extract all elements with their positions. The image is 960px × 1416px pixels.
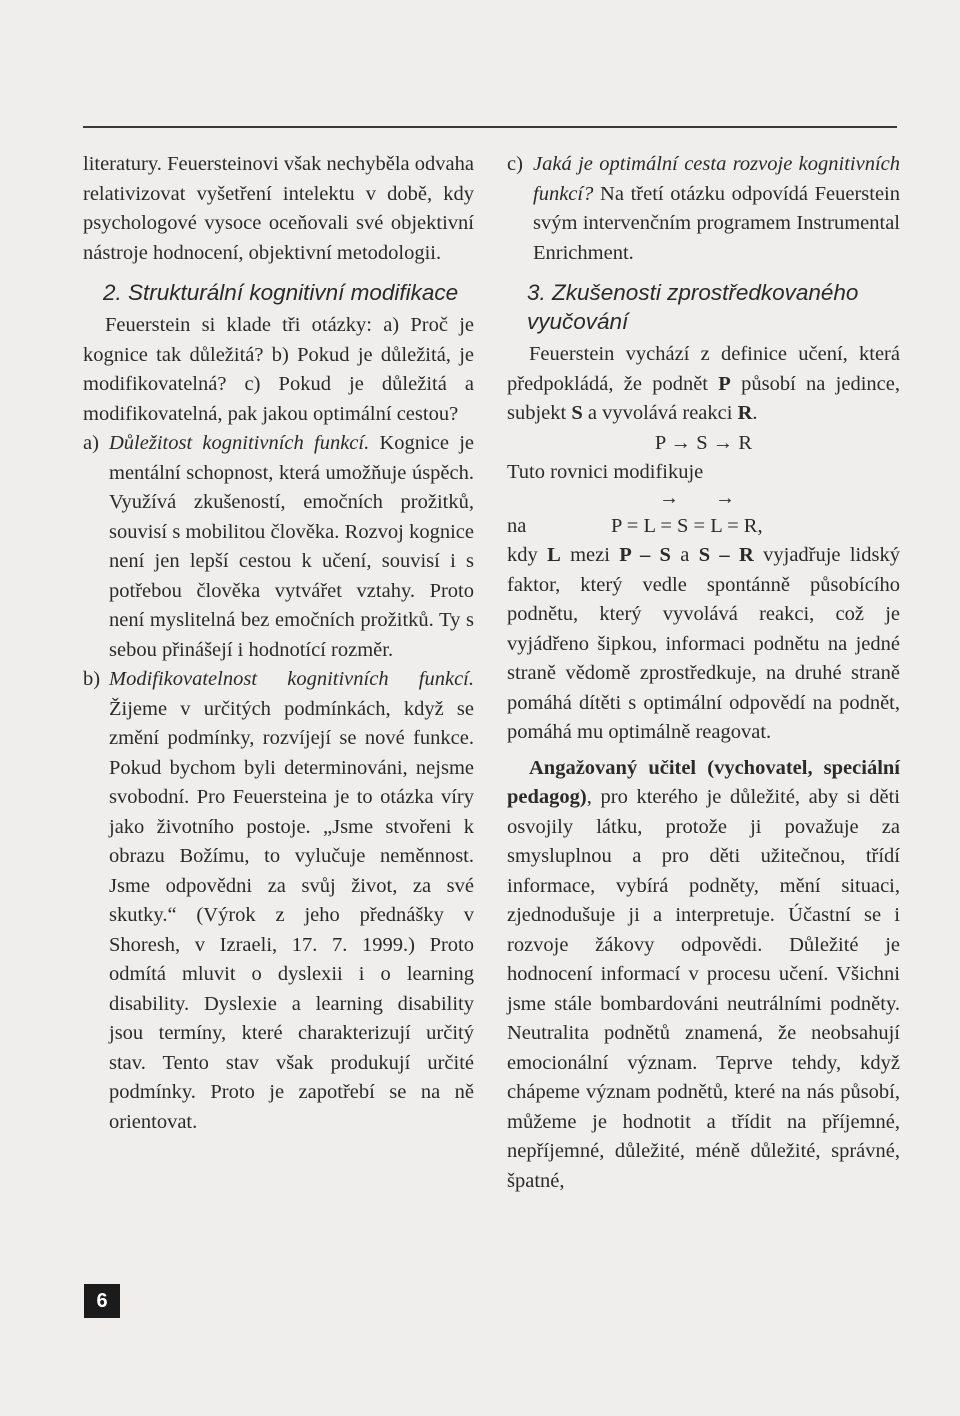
item-a-text: Kognice je mentální schopnost, která umožňuje úspěch. Využívá zkušeností, emočních prožitků, souvisí s mobilitou člověka. Rozvoj kognice není jen lepší cestou k učení, souvisí i s potřebou člověka vytvářet vztahy. Proto není myslitelná bez emočních prožitků. Ty s sebou přinášejí i hodnotící rozměr.: [109, 432, 474, 661]
section-heading-3: 3. Zkušenosti zprostředkovaného vyučování: [527, 280, 859, 334]
formula-plslr: P = L = S = L = R,: [611, 514, 763, 537]
formula-arrows: [507, 488, 900, 512]
exp-ps: P – S: [619, 544, 671, 566]
def-r: R: [737, 402, 753, 424]
exp-text-3: a: [670, 544, 699, 566]
page-number: 6: [84, 1284, 120, 1318]
header-rule: [83, 126, 897, 128]
def-s: S: [571, 402, 583, 424]
item-a-label: a): [83, 432, 99, 454]
def-p: P: [718, 372, 731, 395]
item-b: [83, 665, 474, 1137]
item-c: [507, 150, 900, 268]
section-heading-2: 2. Strukturální kognitivní modifikace: [103, 280, 459, 305]
exp-l: L: [547, 544, 561, 566]
exp-text-4: vyjadřuje lidský faktor, který vedle spontánně působícího podnětu, který vyvolává reakci, což je vyjádřeno šipkou, informaci podnětu na jedné straně vědomě zprostředkuje, na druhé straně pomáhá dítěti s optimální odpovědí na podnět, pomáhá mu optimálně reagovat.: [507, 544, 900, 743]
na-label: na: [507, 514, 527, 537]
intro-paragraph: literatury. Feuersteinovi však nechyběla odvaha relativizovat vyšetření intelektu v době, kdy psychologové vysoce oceňovali své objektivní nástroje hodnocení, objektivní metodologii.: [83, 153, 474, 264]
right-column: [507, 150, 900, 1196]
item-c-text: Na třetí otázku odpovídá Feuerstein svým intervenčním programem Instrumental Enrichment.: [533, 182, 900, 264]
arrow-over-l2: →: [715, 486, 735, 509]
left-column: [83, 150, 474, 1137]
exp-text-2: mezi: [560, 544, 620, 566]
formula-psr: P → S → R: [654, 431, 753, 454]
def-text-3: a vyvolává reakci: [582, 402, 738, 424]
formula-row: [507, 512, 900, 542]
item-c-label: c): [507, 153, 523, 175]
teacher-bold: Angažovaný učitel (vychovatel, speciální pedagog): [507, 756, 900, 808]
item-b-text: Žijeme v určitých podmínkách, když se změní podmínky, rozvíjejí se nové funkce. Pokud bychom byli determinováni, nejsme svobodní. Pro Feuersteina je to otázka víry jako životního postoje. „Jsme stvořeni k obrazu Božímu, to vylučuje neměnnost. Jsme odpovědni za svůj život, za své skutky.“ (Výrok z jeho přednášky v Shoresh, v Izraeli, 17. 7. 1999.) Proto odmítá mluvit o dyslexii i o learning disability. Dyslexie a learning disability jsou termíny, které charakterizují určitý stav. Tento stav však produkují určité podmínky. Proto je zapotřebí se na ně orientovat.: [109, 697, 474, 1133]
def-text-4: .: [752, 402, 758, 424]
item-b-label: b): [83, 668, 101, 690]
questions-paragraph: Feuerstein si klade tři otázky: a) Proč je kognice tak důležitá? b) Pokud je důležitá, je modifikovatelná? c) Pokud je důležitá a modifikovatelná, pak jakou optimální cestou?: [83, 314, 474, 425]
exp-sr: S – R: [698, 544, 754, 566]
def-text-1: Feuerstein vychází z definice učení, která předpokládá, že podnět: [507, 343, 900, 395]
teacher-text: , pro kterého je důležité, aby si děti osvojily látku, protože ji považuje za smysluplnou a pro děti užitečnou, třídí informace, vybírá podněty, mění situaci, zjednodušuje ji a interpretuje. Účastní se i rozvoje žákovy odpovědi. Důležité je hodnocení informací v procesu učení. Všichni jsme stále bombardováni neutrálními podněty. Neutralita podnětů znamená, že neobsahují emocionální význam. Teprve tehdy, když chápeme význam podnětů, které na nás působí, můžeme je hodnotit a třídit na příjemné, nepříjemné, důležité, méně důležité, správné, špatné,: [507, 786, 900, 1192]
item-a: [83, 429, 474, 665]
item-b-title: Modifikovatelnost kognitivních funkcí.: [109, 668, 474, 690]
exp-text-1: kdy: [507, 544, 548, 566]
item-a-title: Důležitost kognitivních funkcí.: [109, 432, 370, 454]
arrow-over-l1: →: [659, 486, 679, 509]
explanation-paragraph: [507, 541, 900, 748]
item-c-title: Jaká je optimální cesta rozvoje kognitivních funkcí?: [533, 153, 900, 205]
teacher-paragraph: [507, 754, 900, 1197]
modify-line: Tuto rovnici modifikuje: [507, 461, 704, 483]
def-text-2: působí na jedince, subjekt: [507, 372, 900, 424]
definition-paragraph: [507, 340, 900, 429]
